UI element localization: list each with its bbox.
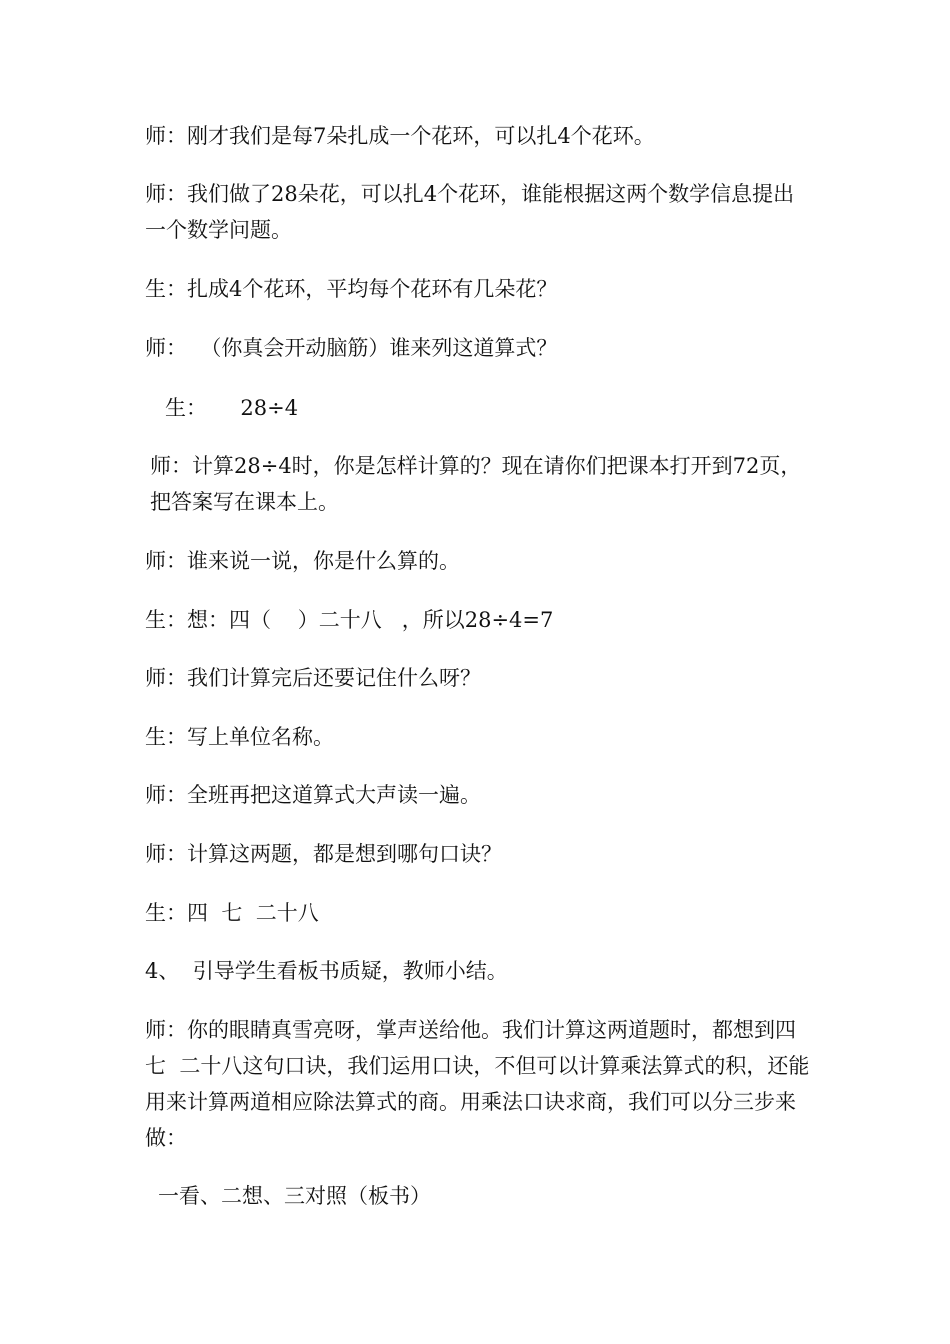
paragraph-6: 师：计算28÷4时，你是怎样计算的？现在请你们把课本打开到72页，把答案写在课本上。 bbox=[150, 454, 802, 514]
paragraph-9: 师：我们计算完后还要记住什么呀？ bbox=[145, 666, 481, 690]
paragraph-8: 生：想：四（ ）二十八 ，所以28÷4=7 bbox=[145, 608, 554, 632]
paragraph-7: 师：谁来说一说，你是什么算的。 bbox=[145, 549, 460, 573]
paragraph-15: 师：你的眼睛真雪亮呀，掌声送给他。我们计算这两道题时，都想到四七 二十八这句口诀，我们运用口诀，不但可以计算乘法算式的积，还能用来计算两道相应除法算式的商。用乘法口诀求商，我们可以分三步来做： bbox=[145, 1018, 810, 1150]
paragraph-10: 生：写上单位名称。 bbox=[145, 725, 334, 749]
paragraph-3: 生：扎成4个花环，平均每个花环有几朵花？ bbox=[145, 277, 558, 301]
paragraph-12: 师：计算这两题，都是想到哪句口诀？ bbox=[145, 842, 502, 866]
paragraph-14: 4、 引导学生看板书质疑，教师小结。 bbox=[145, 959, 508, 983]
paragraph-2: 师：我们做了28朵花，可以扎4个花环，谁能根据这两个数学信息提出一个数学问题。 bbox=[145, 182, 795, 242]
paragraph-4: 师： （你真会开动脑筋）谁来列这道算式？ bbox=[145, 336, 558, 360]
paragraph-5: 生： 28÷4 bbox=[165, 396, 299, 420]
paragraph-13: 生：四 七 二十八 bbox=[145, 901, 319, 925]
paragraph-11: 师：全班再把这道算式大声读一遍。 bbox=[145, 783, 481, 807]
paragraph-1: 师：刚才我们是每7朵扎成一个花环，可以扎4个花环。 bbox=[145, 124, 655, 148]
paragraph-16: 一看、二想、三对照（板书） bbox=[158, 1184, 431, 1208]
